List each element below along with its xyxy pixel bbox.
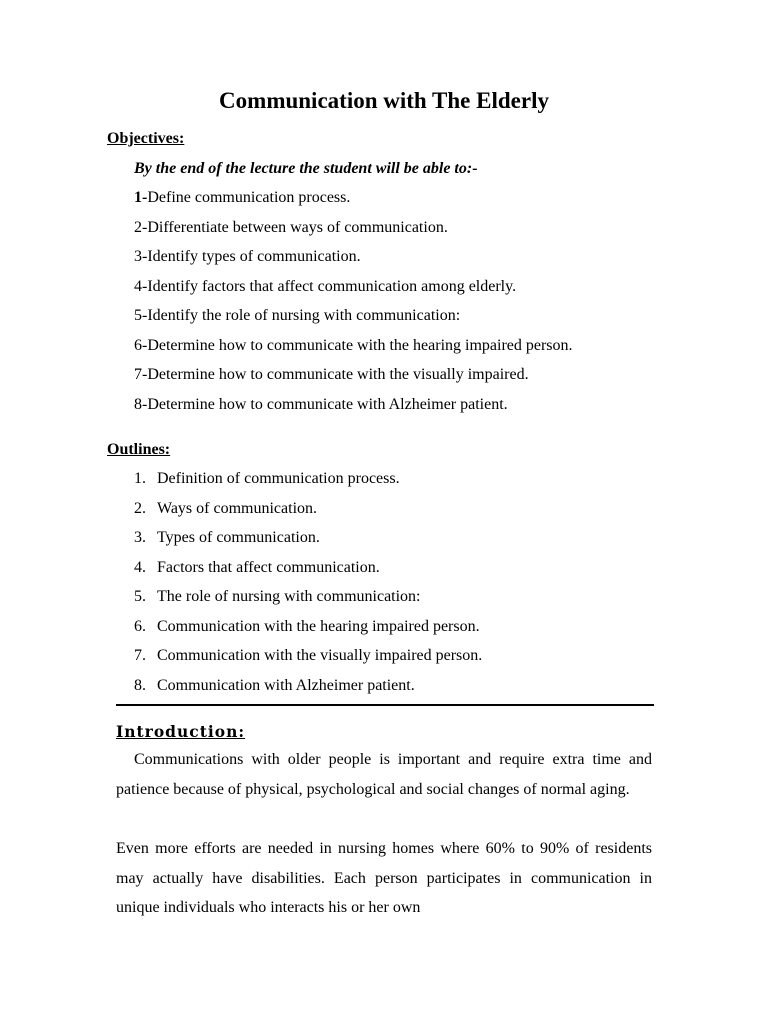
outline-text: The role of nursing with communication: xyxy=(157,588,421,605)
introduction-paragraph: Even more efforts are needed in nursing homes where 60% to 90% of residents may actually have disabilities. Each person participates in communication in unique individuals who interacts his or her own xyxy=(116,840,652,917)
objective-text: Identify types of communication. xyxy=(147,248,361,265)
objective-item xyxy=(134,306,573,336)
outline-number: 4. xyxy=(134,558,146,576)
objective-number: 2- xyxy=(134,218,148,236)
outline-item xyxy=(134,676,482,706)
objective-text: Define communication process. xyxy=(147,189,351,206)
objective-number: 4- xyxy=(134,277,148,295)
objective-item xyxy=(134,188,573,218)
outline-number: 2. xyxy=(134,499,146,517)
objective-number: 1- xyxy=(134,189,148,206)
outline-number: 8. xyxy=(134,676,146,694)
objective-text: Differentiate between ways of communication. xyxy=(147,218,448,236)
objective-item xyxy=(134,247,573,277)
outline-number: 1. xyxy=(134,470,146,487)
outline-item xyxy=(134,528,482,558)
objective-item xyxy=(134,365,573,395)
outline-item xyxy=(134,617,482,647)
outline-number: 3. xyxy=(134,529,146,546)
objective-item xyxy=(134,336,573,366)
objective-number: 7- xyxy=(134,366,148,383)
page-title: Communication with The Elderly xyxy=(219,88,549,113)
outline-item xyxy=(134,558,482,588)
outline-item xyxy=(134,587,482,617)
outline-text: Communication with Alzheimer patient. xyxy=(157,676,415,694)
objective-number: 6- xyxy=(134,336,148,354)
objective-number: 8- xyxy=(134,395,148,413)
introduction-paragraph: Communications with older people is important and require extra time and patience because of physical, psychological and social changes of normal aging. xyxy=(116,751,652,798)
introduction-heading: Introduction: xyxy=(116,722,246,741)
outline-text: Communication with the hearing impaired person. xyxy=(157,617,480,635)
objectives-heading: Objectives: xyxy=(107,130,185,147)
outline-text: Definition of communication process. xyxy=(157,470,400,487)
objective-text: Identify factors that affect communication among elderly. xyxy=(147,277,517,295)
objectives-lead: By the end of the lecture the student will be able to:- xyxy=(134,160,478,177)
outline-text: Types of communication. xyxy=(157,529,320,546)
objective-text: Identify the role of nursing with communication: xyxy=(147,307,461,324)
outline-number: 6. xyxy=(134,617,146,635)
objective-number: 5- xyxy=(134,307,148,324)
outline-text: Factors that affect communication. xyxy=(157,558,380,576)
objective-number: 3- xyxy=(134,248,148,265)
section-divider xyxy=(116,704,654,706)
objective-text: Determine how to communicate with the visually impaired. xyxy=(147,366,529,383)
outline-number: 7. xyxy=(134,647,146,664)
outline-text: Ways of communication. xyxy=(157,499,318,517)
objectives-list xyxy=(134,188,573,424)
objective-text: Determine how to communicate with Alzheimer patient. xyxy=(147,395,508,413)
objective-item xyxy=(134,277,573,307)
objective-item xyxy=(134,218,573,248)
outlines-list xyxy=(134,469,482,705)
objective-text: Determine how to communicate with the hearing impaired person. xyxy=(147,336,573,354)
outline-item xyxy=(134,469,482,499)
outline-text: Communication with the visually impaired person. xyxy=(157,647,483,664)
objective-item xyxy=(134,395,573,425)
outline-number: 5. xyxy=(134,588,146,605)
outline-item xyxy=(134,646,482,676)
outlines-heading: Outlines: xyxy=(107,441,171,458)
outline-item xyxy=(134,499,482,529)
